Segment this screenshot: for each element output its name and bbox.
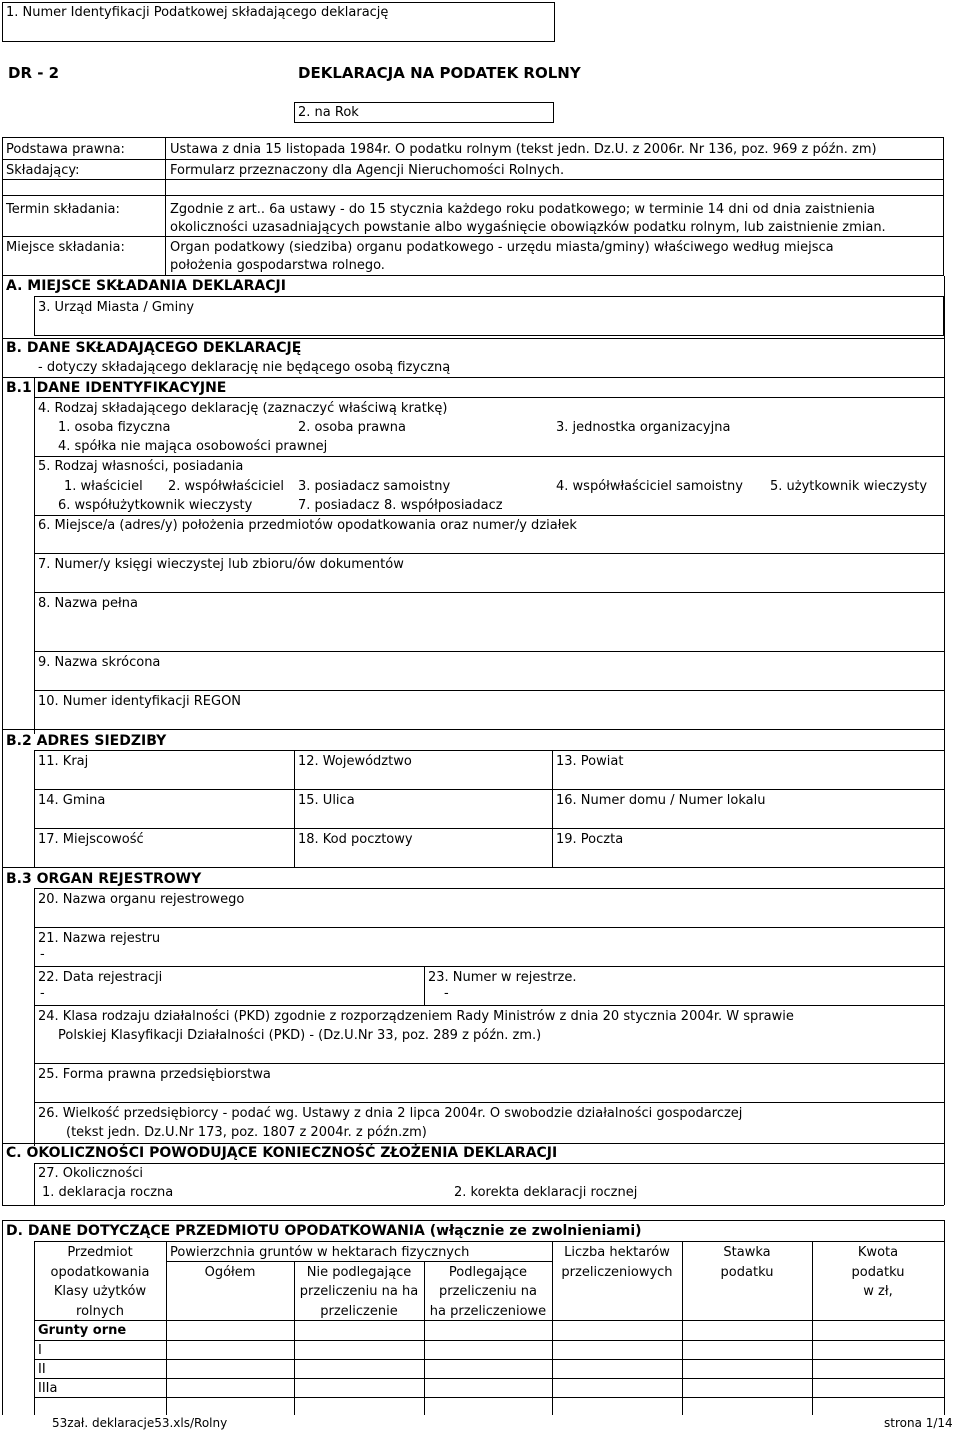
- field21-label: 21. Nazwa rejestru: [38, 931, 161, 946]
- field26-label-2: (tekst jedn. Dz.U.Nr 173, poz. 1807 z 2004r. z późn.zm): [66, 1125, 427, 1140]
- field12-label: 12. Województwo: [298, 754, 412, 769]
- termin-label: Termin składania:: [6, 202, 120, 217]
- section-c-title: C. OKOLICZNOŚCI POWODUJĄCE KONIECZNOŚĆ ZŁOŻENIA DEKLARACJI: [6, 1145, 558, 1161]
- podstawa-value: Ustawa z dnia 15 listopada 1984r. O podatku rolnym (tekst jedn. Dz.U. z 2006r. Nr 136, poz. 969 z późn. zm): [170, 142, 877, 157]
- field21-value: -: [40, 947, 45, 962]
- field8-label: 8. Nazwa pełna: [38, 596, 138, 611]
- d-col4-l1: Podlegające: [448, 1265, 528, 1280]
- f5-opt3[interactable]: 3. posiadacz samoistny: [298, 479, 451, 494]
- d-col3-l3: przeliczenie: [320, 1304, 398, 1319]
- field16-label: 16. Numer domu / Numer lokalu: [556, 793, 766, 808]
- b1-title: B.1 DANE IDENTYFIKACYJNE: [6, 380, 227, 396]
- f4-opt2[interactable]: 2. osoba prawna: [298, 420, 406, 435]
- field4-label: 4. Rodzaj składającego deklarację (zaznaczyć właściwą kratkę): [38, 401, 448, 416]
- f5-opt2[interactable]: 2. współwłaściciel: [168, 479, 285, 494]
- field10-label: 10. Numer identyfikacji REGON: [38, 694, 242, 709]
- section-b-title: B. DANE SKŁADAJĄCEGO DEKLARACJĘ: [6, 340, 302, 356]
- d-col-group: Powierzchnia gruntów w hektarach fizycznych: [170, 1245, 470, 1260]
- b3-title: B.3 ORGAN REJESTROWY: [6, 871, 202, 887]
- d-col4-l3: ha przeliczeniowe: [429, 1304, 547, 1319]
- field5-label: 5. Rodzaj własności, posiadania: [38, 459, 244, 474]
- field17-label: 17. Miejscowość: [38, 832, 144, 847]
- f5-opt6[interactable]: 6. współużytkownik wieczysty: [58, 498, 253, 513]
- f5-opt5[interactable]: 5. użytkownik wieczysty: [770, 479, 928, 494]
- row-I: I: [38, 1343, 42, 1358]
- field27-label: 27. Okoliczności: [38, 1166, 143, 1181]
- grunty-orne-label: Grunty orne: [38, 1323, 127, 1338]
- field18-label: 18. Kod pocztowy: [298, 832, 413, 847]
- termin-value-2: okoliczności uzasadniających powstanie albo wygaśnięcie obowiązków podatku rolnym, lub zaistnienie zmian.: [170, 220, 886, 235]
- section-a-title: A. MIEJSCE SKŁADANIA DEKLARACJI: [6, 278, 286, 294]
- field24-label-1: 24. Klasa rodzaju działalności (PKD) zgodnie z rozporządzeniem Rady Ministrów z dnia 20 stycznia 2004r. W sprawie: [38, 1009, 794, 1024]
- d-col1-l3: Klasy użytków: [53, 1284, 147, 1299]
- f4-opt3[interactable]: 3. jednostka organizacyjna: [556, 420, 731, 435]
- nip-label: 1. Numer Identyfikacji Podatkowej składającego deklarację: [6, 5, 389, 20]
- field22-value: -: [40, 986, 45, 1001]
- d-col4-l2: przeliczeniu na: [438, 1284, 538, 1299]
- field15-label: 15. Ulica: [298, 793, 355, 808]
- section-b-subtitle: - dotyczy składającego deklarację nie będącego osobą fizyczną: [38, 360, 451, 375]
- footer-file: 53zał. deklaracje53.xls/Rolny: [52, 1416, 228, 1430]
- field14-label: 14. Gmina: [38, 793, 106, 808]
- d-col2: Ogółem: [204, 1265, 256, 1280]
- f5-opt7[interactable]: 7. posiadacz: [298, 498, 380, 513]
- b2-title: B.2 ADRES SIEDZIBY: [6, 733, 167, 749]
- d-col5-l1: Liczba hektarów: [564, 1245, 670, 1260]
- field9-label: 9. Nazwa skrócona: [38, 655, 161, 670]
- field26-label-1: 26. Wielkość przedsiębiorcy - podać wg. Ustawy z dnia 2 lipca 2004r. O swobodzie działalności gospodarczej: [38, 1106, 743, 1121]
- field20-label: 20. Nazwa organu rejestrowego: [38, 892, 245, 907]
- year-label: 2. na Rok: [298, 105, 359, 120]
- skladajacy-label: Składający:: [6, 163, 80, 178]
- field13-label: 13. Powiat: [556, 754, 624, 769]
- field19-label: 19. Poczta: [556, 832, 624, 847]
- d-col6-l1: Stawka: [723, 1245, 771, 1260]
- field7-label: 7. Numer/y księgi wieczystej lub zbioru/ów dokumentów: [38, 557, 404, 572]
- field25-label: 25. Forma prawna przedsiębiorstwa: [38, 1067, 271, 1082]
- d-col7-l1: Kwota: [857, 1245, 899, 1260]
- skladajacy-value: Formularz przeznaczony dla Agencji Nieruchomości Rolnych.: [170, 163, 565, 178]
- f5-opt8[interactable]: 8. współposiadacz: [384, 498, 503, 513]
- footer-page: strona 1/14: [884, 1416, 953, 1430]
- row-IIIa: IIIa: [38, 1381, 58, 1396]
- f5-opt4[interactable]: 4. współwłaściciel samoistny: [556, 479, 743, 494]
- miejsce-value-1: Organ podatkowy (siedziba) organu podatkowego - urzędu miasta/gminy) właściwego według miejsca: [170, 240, 834, 255]
- podstawa-label: Podstawa prawna:: [6, 142, 125, 157]
- field11-label: 11. Kraj: [38, 754, 89, 769]
- row-II: II: [38, 1362, 46, 1377]
- d-col6-l2: podatku: [720, 1265, 774, 1280]
- form-title: DEKLARACJA NA PODATEK ROLNY: [298, 64, 581, 82]
- urzad-label: 3. Urząd Miasta / Gminy: [38, 300, 195, 315]
- field24-label-2: Polskiej Klasyfikacji Działalności (PKD) - (Dz.U.Nr 33, poz. 289 z późn. zm.): [58, 1028, 542, 1043]
- d-col7-l2: podatku: [851, 1265, 905, 1280]
- form-code: DR - 2: [8, 64, 60, 82]
- field23-value: -: [444, 986, 449, 1001]
- miejsce-value-2: położenia gospodarstwa rolnego.: [170, 258, 385, 273]
- f5-opt1[interactable]: 1. właściciel: [64, 479, 143, 494]
- c-opt2[interactable]: 2. korekta deklaracji rocznej: [454, 1185, 638, 1200]
- d-col7-l3: w zł,: [863, 1284, 893, 1299]
- d-col1-l1: Przedmiot: [67, 1245, 133, 1260]
- d-col3-l1: Nie podlegające: [306, 1265, 412, 1280]
- d-col5-l2: przeliczeniowych: [561, 1265, 673, 1280]
- field22-label: 22. Data rejestracji: [38, 970, 163, 985]
- d-col1-l4: rolnych: [76, 1304, 124, 1319]
- termin-value-1: Zgodnie z art.. 6a ustawy - do 15 stycznia każdego roku podatkowego; w terminie 14 dni od dnia zaistnienia: [170, 202, 876, 217]
- miejsce-label: Miejsce składania:: [6, 240, 125, 255]
- d-col3-l2: przeliczeniu na ha: [299, 1284, 419, 1299]
- f4-opt4[interactable]: 4. spółka nie mająca osobowości prawnej: [58, 439, 328, 454]
- field23-label: 23. Numer w rejestrze.: [428, 970, 577, 985]
- d-col1-l2: opodatkowania: [50, 1265, 150, 1280]
- section-d-title: D. DANE DOTYCZĄCE PRZEDMIOTU OPODATKOWANIA (włącznie ze zwolnieniami): [6, 1223, 642, 1239]
- f4-opt1[interactable]: 1. osoba fizyczna: [58, 420, 171, 435]
- field6-label: 6. Miejsce/a (adres/y) położenia przedmiotów opodatkowania oraz numer/y działek: [38, 518, 577, 533]
- c-opt1[interactable]: 1. deklaracja roczna: [42, 1185, 174, 1200]
